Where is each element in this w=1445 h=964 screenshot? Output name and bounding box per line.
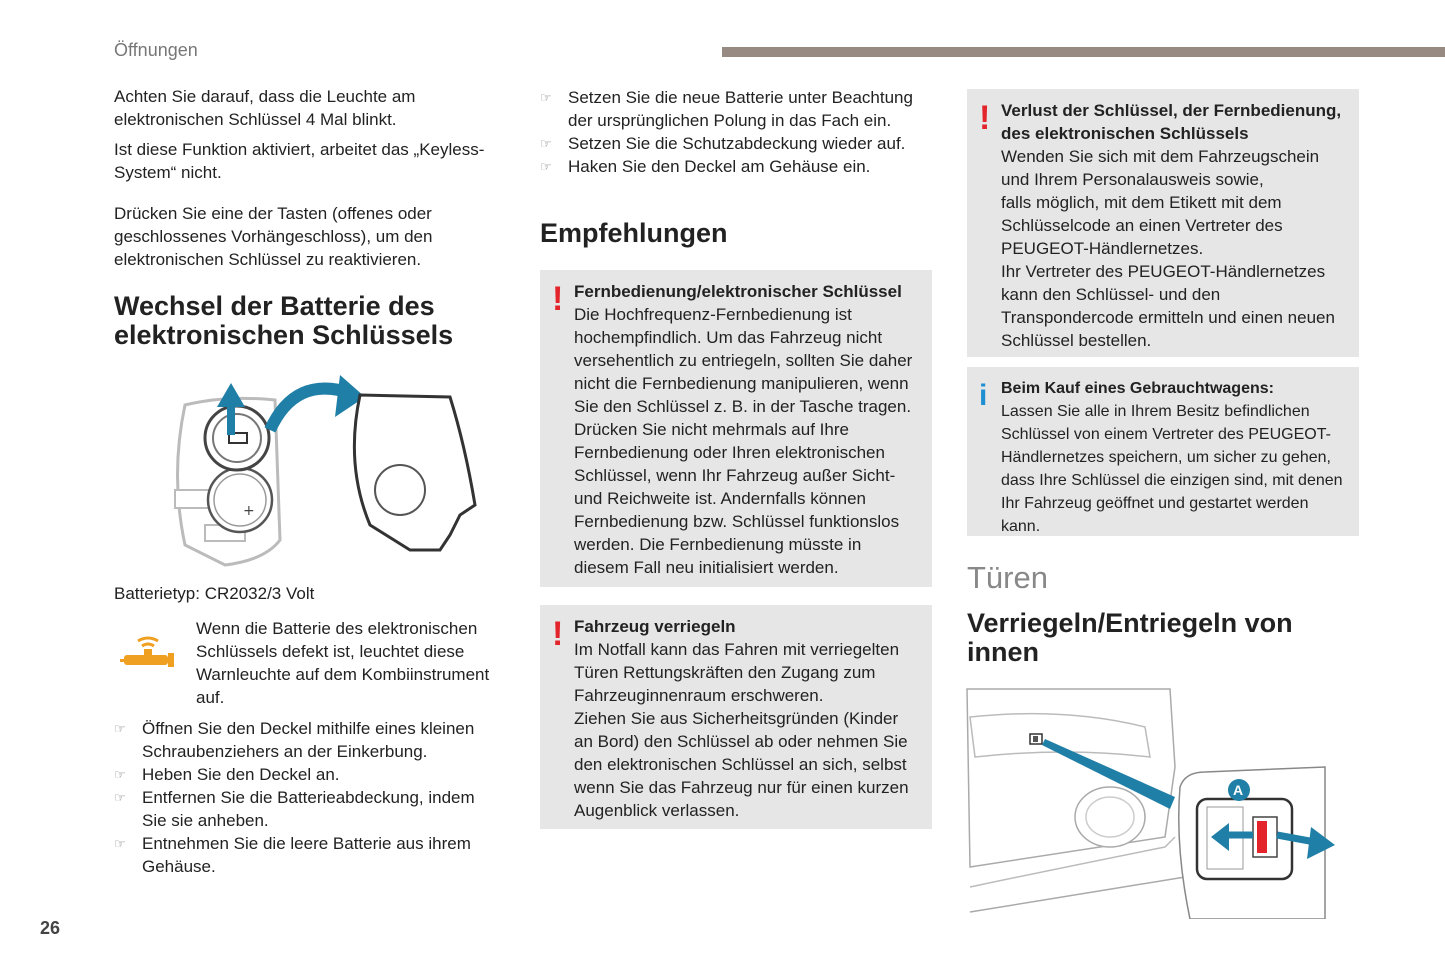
box-title: Fahrzeug verriegeln: [574, 617, 736, 636]
warning-icon: !: [552, 615, 564, 653]
info-icon: i: [979, 379, 988, 412]
lock-vehicle-warning-box: [540, 605, 932, 829]
list-item: ☞ Entfernen Sie die Batterieabdeckung, indem Sie sie anheben.: [114, 788, 475, 830]
battery-type: Batterietyp: CR2032/3 Volt: [114, 584, 315, 603]
page-number: 26: [40, 918, 61, 938]
list-item: ☞ Heben Sie den Deckel an.: [114, 765, 340, 784]
list-item: ☞ Öffnen Sie den Deckel mithilfe eines kleinen Schraubenziehers an der Einkerbung.: [114, 719, 475, 761]
battery-steps-list-1: [114, 717, 514, 878]
box-title: Verlust der Schlüssel, der Fernbedienung, des elektronischen Schlüssels: [1001, 101, 1342, 143]
box-body: Wenden Sie sich mit dem Fahrzeugschein und Ihrem Personalausweis sowie, falls möglich, mit dem Etikett mit dem Schlüsselcode an einen Vertreter des PEUGEOT-Händlernetzes. Ihr Vertreter des PEUGEOT-Händlernetzes kann den Schlüssel- und den Transpondercode ermitteln und einen neuen Schlüssel bestellen.: [1001, 147, 1335, 350]
list-item: ☞ Setzen Sie die neue Batterie unter Beachtung der ursprünglichen Polung in das Fach ein.: [540, 88, 913, 130]
warning-icon: !: [979, 99, 991, 137]
remote-control-warning-box: [540, 270, 932, 587]
battery-heading: Wechsel der Batterie des elektronischen Schlüssels: [114, 291, 454, 350]
battery-steps-list-2: [540, 86, 940, 178]
box-body: Die Hochfrequenz-Fernbedienung ist hochempfindlich. Um das Fahrzeug nicht versehentlich zu entriegeln, sollten Sie daher nicht die Fernbedienung manipulieren, wenn Sie den Schlüssel z. B. in der Tasche tragen. Drücken Sie nicht mehrmals auf Ihre Fernbedienung oder Ihren elektronischen Schlüssel, wenn Ihr Fahrzeug außer Sicht- und Reichweite ist. Andernfalls können Fernbedienung bzw. Schlüssel funktionslos werden. Die Fernbedienung müsste in diesem Fall neu initialisiert werden.: [574, 305, 913, 577]
callout-a-label: A: [1233, 782, 1244, 798]
list-item: ☞ Haken Sie den Deckel am Gehäuse ein.: [540, 157, 871, 176]
pointing-hand-icon: ☞: [540, 159, 552, 174]
paragraph-2: Ist diese Funktion aktiviert, arbeitet das „Keyless- System“ nicht.: [114, 140, 485, 182]
box-body: Im Notfall kann das Fahren mit verriegelten Türen Rettungskräften den Zugang zum Fahrzeuginnenraum erschweren. Ziehen Sie aus Sicherheitsgründen (Kinder an Bord) den Schlüssel ab oder nehmen Sie den elektronischen Schlüssel an sich, selbst wenn Sie das Fahrzeug nur für einen kurzen Augenblick verlassen.: [574, 640, 909, 820]
lock-unlock-heading: Verriegeln/Entriegeln von innen: [967, 608, 1293, 667]
pointing-hand-icon: ☞: [114, 836, 126, 851]
box-title: Beim Kauf eines Gebrauchtwagens:: [1001, 380, 1274, 397]
pointing-hand-icon: ☞: [114, 767, 126, 782]
svg-text:+: +: [243, 503, 255, 519]
warning-icon: !: [552, 280, 564, 318]
recommendations-heading: Empfehlungen: [540, 218, 728, 248]
pointing-hand-icon: ☞: [540, 136, 552, 151]
used-car-info-box: [967, 367, 1359, 536]
warning-light-text: Wenn die Batterie des elektronischen Schlüssels defekt ist, leuchtet diese Warnleuchte auf dem Kombiinstrument auf.: [196, 619, 490, 707]
pointing-hand-icon: ☞: [114, 790, 126, 805]
intro-text: [114, 85, 514, 271]
doors-section-title: Türen: [967, 560, 1048, 595]
list-item: ☞ Setzen Sie die Schutzabdeckung wieder auf.: [540, 134, 906, 153]
key-battery-warning-icon: [118, 633, 176, 673]
door-lock-illustration: [965, 687, 1365, 919]
box-title: Fernbedienung/elektronischer Schlüssel: [574, 282, 902, 301]
header-bar: [722, 47, 1445, 57]
list-item: ☞ Entnehmen Sie die leere Batterie aus ihrem Gehäuse.: [114, 834, 471, 876]
box-body: Lassen Sie alle in Ihrem Besitz befindlichen Schlüssel von einem Vertreter des PEUGEOT- Händlernetzes speichern, um sicher zu gehen, dass Ihre Schlüssel die einzigen sind, mit denen Ihr Fahrzeug geöffnet und gestartet werden kann.: [1001, 403, 1343, 535]
pointing-hand-icon: ☞: [114, 721, 126, 736]
paragraph-3: Drücken Sie eine der Tasten (offenes oder geschlossenes Vorhängeschloss), um den elektronischen Schlüssel zu reaktivieren.: [114, 204, 433, 269]
paragraph-1: Achten Sie darauf, dass die Leuchte am elektronischen Schlüssel 4 Mal blinkt.: [114, 87, 416, 129]
lost-keys-warning-box: [967, 89, 1359, 357]
pointing-hand-icon: ☞: [540, 90, 552, 105]
section-label: Öffnungen: [114, 40, 198, 60]
key-battery-illustration: [165, 375, 485, 575]
